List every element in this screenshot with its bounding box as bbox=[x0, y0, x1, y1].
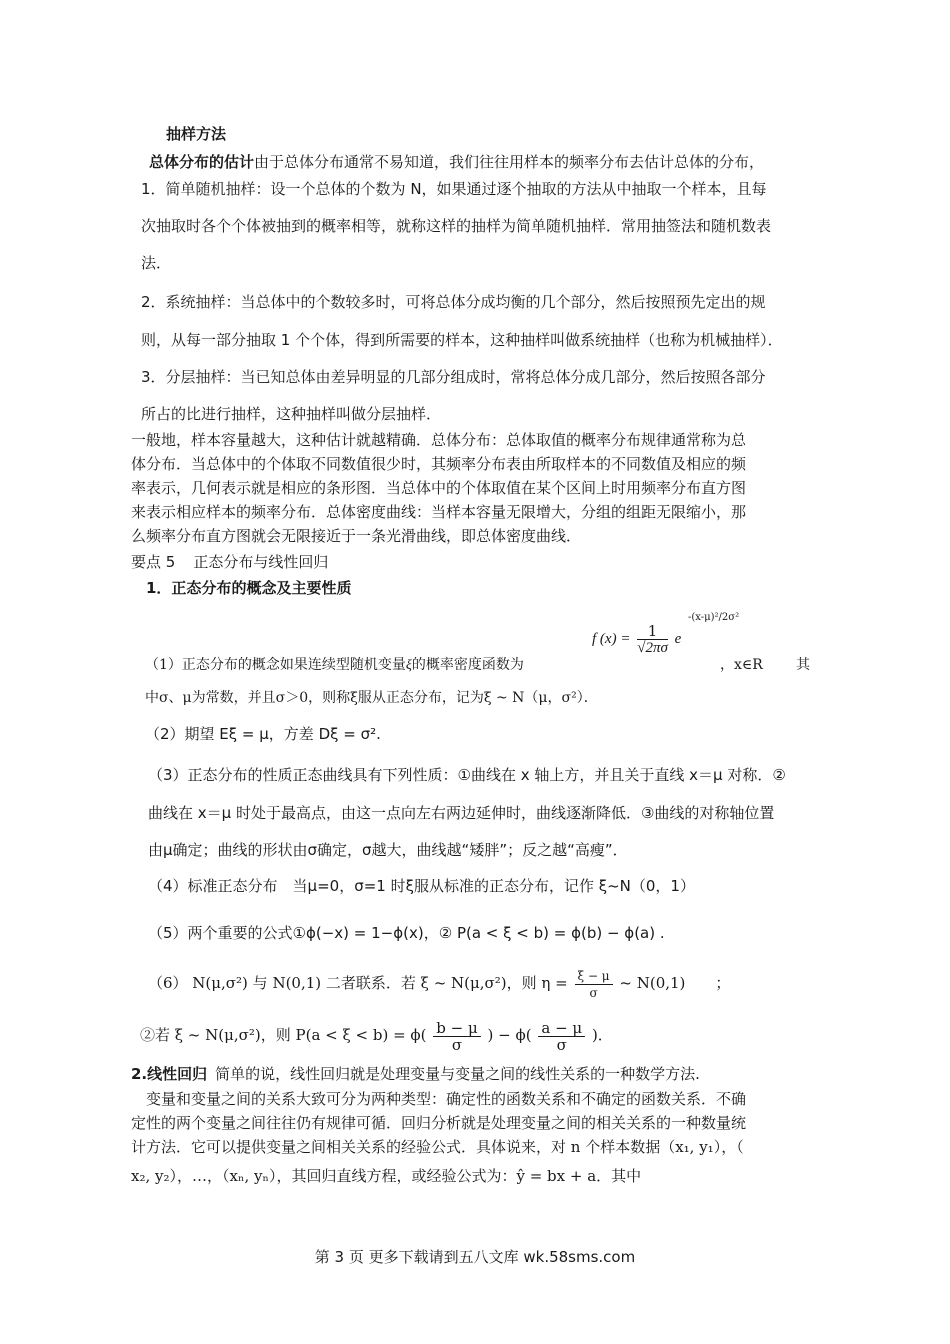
systematic-sampling-line-2: 则，从每一部分抽取 1 个个体，得到所需要的样本，这种抽样叫做系统抽样（也称为机械抽样）． bbox=[141, 331, 783, 349]
paragraph-line-3: 率表示，几何表示就是相应的条形图．当总体中的个体取值在某个区间上时用频率分布直方图 bbox=[131, 479, 747, 497]
normal-density-formula bbox=[592, 618, 681, 659]
intro-line bbox=[149, 152, 764, 172]
key-point-title: 正态分布与线性回归 bbox=[193, 553, 329, 571]
regression-line-2: 定性的两个变量之间往往仍有规律可循．回归分析就是处理变量之间的相关关系的一种数量统 bbox=[131, 1114, 747, 1132]
standard-normal: （4）标准正态分布 当μ=0，σ=1 时ξ服从标准的正态分布，记作 ξ~N（0，1） bbox=[148, 877, 695, 895]
regression-line-3: 计方法．它可以提供变量之间相关关系的经验公式．具体说来，对 n 个样本数据（x₁, y₁），（ bbox=[131, 1138, 744, 1156]
conversion-fraction-b: $\frac{b - \mu}{\sigma}$ bbox=[433, 1020, 480, 1053]
paragraph-line-2: 体分布．当总体中的个体取不同数值很少时，其频率分布表由所取样本的不同数值及相应的频 bbox=[131, 455, 747, 473]
stratified-sampling-line-1: 3．分层抽样：当已知总体由差异明显的几部分组成时，常将总体分成几部分，然后按照各部分 bbox=[141, 368, 766, 386]
formula-exp: e bbox=[674, 631, 682, 647]
normal-heading: 1．正态分布的概念及主要性质 bbox=[146, 579, 352, 597]
page-title: 抽样方法 bbox=[166, 125, 227, 143]
systematic-sampling-line-1: 2．系统抽样：当总体中的个数较多时，可将总体分成均衡的几个部分，然后按照预先定出的规 bbox=[141, 293, 766, 311]
normal-def-line-1: （1）正态分布的概念如果连续型随机变量ξ的概率密度函数为 bbox=[145, 657, 524, 673]
regression-heading: 2.线性回归 bbox=[131, 1065, 208, 1083]
regression-line-4: x₂, y₂），…，（xₙ, yₙ），其回归直线方程，或经验公式为：ŷ = bx + a．其中 bbox=[131, 1167, 642, 1185]
simple-sampling-line-3: 法． bbox=[141, 254, 172, 272]
regression-line-1: 变量和变量之间的关系大致可分为两种类型：确定性的函数关系和不确定的函数关系．不确 bbox=[131, 1090, 747, 1108]
intro-text: 由于总体分布通常不易知道，我们往往用样本的频率分布去估计总体的分布， bbox=[254, 153, 765, 171]
key-point-label: 要点 5 bbox=[131, 553, 176, 571]
formula-fraction: $\frac{1}{√2\pi\sigma}$ bbox=[637, 621, 668, 656]
simple-sampling-line-1: 1．简单随机抽样：设一个总体的个数为 N，如果通过逐个抽取的方法从中抽取一个样本，且每 bbox=[141, 180, 767, 198]
formula-power: -(x-μ)²/2σ² bbox=[688, 612, 740, 623]
normal-property-line-1: （3）正态分布的性质正态曲线具有下列性质：①曲线在 x 轴上方，并且关于直线 x＝μ 对称．② bbox=[148, 766, 786, 784]
simple-sampling-line-2: 次抽取时各个个体被抽到的概率相等，就称这样的抽样为简单随机抽样．常用抽签法和随机数表 bbox=[141, 217, 772, 235]
normal-relation: （6） N(μ,σ²) 与 N(0,1) 二者联系．若 ξ ~ N(μ,σ²)，则 η = $\frac{\xi - \mu}{\sigma}$ ~ N(0,1) ； bbox=[148, 968, 731, 1000]
formula-lhs: f (x) = bbox=[592, 631, 631, 647]
key-point-5 bbox=[131, 552, 328, 572]
paragraph-line-4: 来表示相应样本的频率分布．总体密度曲线：当样本容量无限增大，分组的组距无限缩小，那 bbox=[131, 503, 747, 521]
page-footer: 第 3 页 更多下载请到五八文库 wk.58sms.com bbox=[314, 1248, 636, 1266]
xi-symbol: ξ bbox=[405, 658, 412, 673]
normal-expectation: （2）期望 Eξ = μ，方差 Dξ = σ². bbox=[145, 725, 381, 743]
paragraph-line-1: 一般地，样本容量越大，这种估计就越精确．总体分布：总体取值的概率分布规律通常称为总 bbox=[131, 431, 747, 449]
normal-def-domain: ，x∈R bbox=[720, 657, 763, 673]
regression-intro: 2.线性回归 简单的说，线性回归就是处理变量与变量之间的线性关系的一种数学方法. bbox=[131, 1065, 700, 1083]
probability-conversion: ②若 ξ ~ N(μ,σ²)，则 P(a < ξ < b) = ϕ( $\frac{b - \mu}{\sigma}$ ) − ϕ( $\frac{a - \mu}{\sigma}$ )． bbox=[140, 1018, 613, 1054]
paragraph-line-5: 么频率分布直方图就会无限接近于一条光滑曲线，即总体密度曲线． bbox=[131, 527, 582, 545]
normal-property-line-2: 曲线在 x＝μ 时处于最高点，由这一点向左右两边延伸时，曲线逐渐降低．③曲线的对称轴位置 bbox=[148, 804, 775, 822]
intro-heading: 总体分布的估计 bbox=[149, 153, 255, 171]
normal-property-line-3: 由μ确定；曲线的形状由σ确定，σ越大，曲线越“矮胖”；反之越“高瘦”． bbox=[148, 841, 628, 859]
important-formulas: （5）两个重要的公式①ϕ(−x) = 1−ϕ(x)，② P(a < ξ < b) = ϕ(b) − ϕ(a) . bbox=[148, 924, 665, 942]
conversion-fraction-a: $\frac{a - \mu}{\sigma}$ bbox=[538, 1020, 585, 1053]
normal-def-line-2: 中σ、μ为常数，并且σ＞0，则称ξ服从正态分布，记为ξ ~ N（μ，σ²）． bbox=[145, 690, 598, 706]
stratified-sampling-line-2: 所占的比进行抽样，这种抽样叫做分层抽样． bbox=[141, 405, 442, 423]
normal-def-tail: 其 bbox=[796, 657, 810, 673]
relation-fraction: $\frac{\xi - \mu}{\sigma}$ bbox=[575, 968, 613, 1001]
